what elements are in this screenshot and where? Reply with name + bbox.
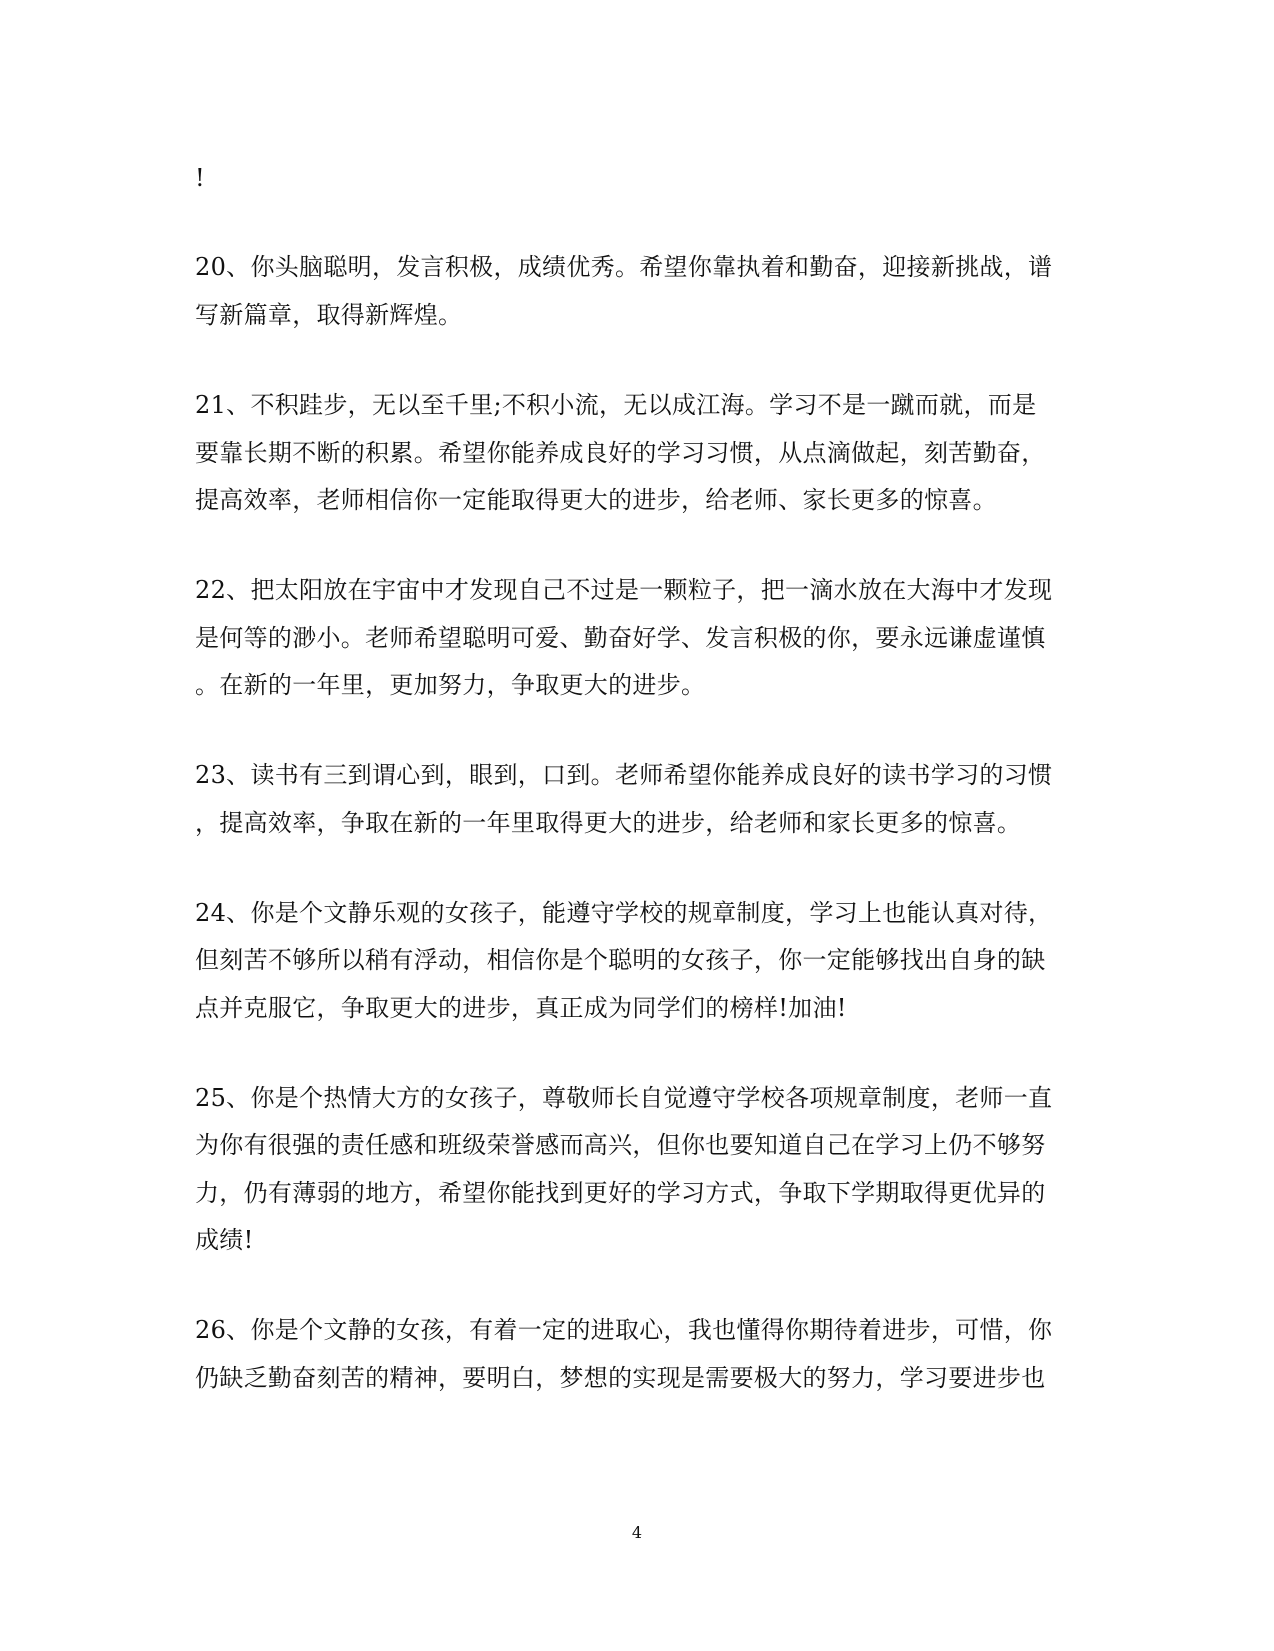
- text-line: 。在新的一年里，更加努力，争取更大的进步。: [195, 671, 706, 699]
- text-line: 26、你是个文静的女孩，有着一定的进取心，我也懂得你期待着进步，可惜，你: [195, 1316, 1053, 1344]
- text-line: !: [195, 164, 205, 192]
- text-line: 点并克服它，争取更大的进步，真正成为同学们的榜样!加油!: [195, 994, 847, 1022]
- text-line: 20、你头脑聪明，发言积极，成绩优秀。希望你靠执着和勤奋，迎接新挑战，谱: [195, 253, 1053, 281]
- text-line: 25、你是个热情大方的女孩子，尊敬师长自觉遵守学校各项规章制度，老师一直: [195, 1084, 1053, 1112]
- text-line: 是何等的渺小。老师希望聪明可爱、勤奋好学、发言积极的你，要永远谦虚谨慎: [195, 624, 1046, 652]
- text-line: 24、你是个文静乐观的女孩子，能遵守学校的规章制度，学习上也能认真对待，: [195, 899, 1053, 927]
- page-number: 4: [631, 1523, 643, 1542]
- text-line: ，提高效率，争取在新的一年里取得更大的进步，给老师和家长更多的惊喜。: [195, 809, 1022, 837]
- text-line: 23、读书有三到谓心到，眼到，口到。老师希望你能养成良好的读书学习的习惯: [195, 761, 1053, 789]
- text-line: 成绩!: [195, 1226, 254, 1254]
- text-line: 22、把太阳放在宇宙中才发现自己不过是一颗粒子，把一滴水放在大海中才发现: [195, 576, 1053, 604]
- text-line: 写新篇章，取得新辉煌。: [195, 301, 463, 329]
- text-line: 要靠长期不断的积累。希望你能养成良好的学习习惯，从点滴做起，刻苦勤奋，: [195, 439, 1046, 467]
- text-line: 力，仍有薄弱的地方，希望你能找到更好的学习方式，争取下学期取得更优异的: [195, 1179, 1046, 1207]
- text-line: 21、不积跬步，无以至千里;不积小流，无以成江海。学习不是一蹴而就，而是: [195, 391, 1037, 419]
- text-line: 仍缺乏勤奋刻苦的精神，要明白，梦想的实现是需要极大的努力，学习要进步也: [195, 1364, 1046, 1392]
- text-line: 但刻苦不够所以稍有浮动，相信你是个聪明的女孩子，你一定能够找出自身的缺: [195, 946, 1046, 974]
- text-line: 提高效率，老师相信你一定能取得更大的进步，给老师、家长更多的惊喜。: [195, 486, 997, 514]
- text-line: 为你有很强的责任感和班级荣誉感而高兴，但你也要知道自己在学习上仍不够努: [195, 1131, 1046, 1159]
